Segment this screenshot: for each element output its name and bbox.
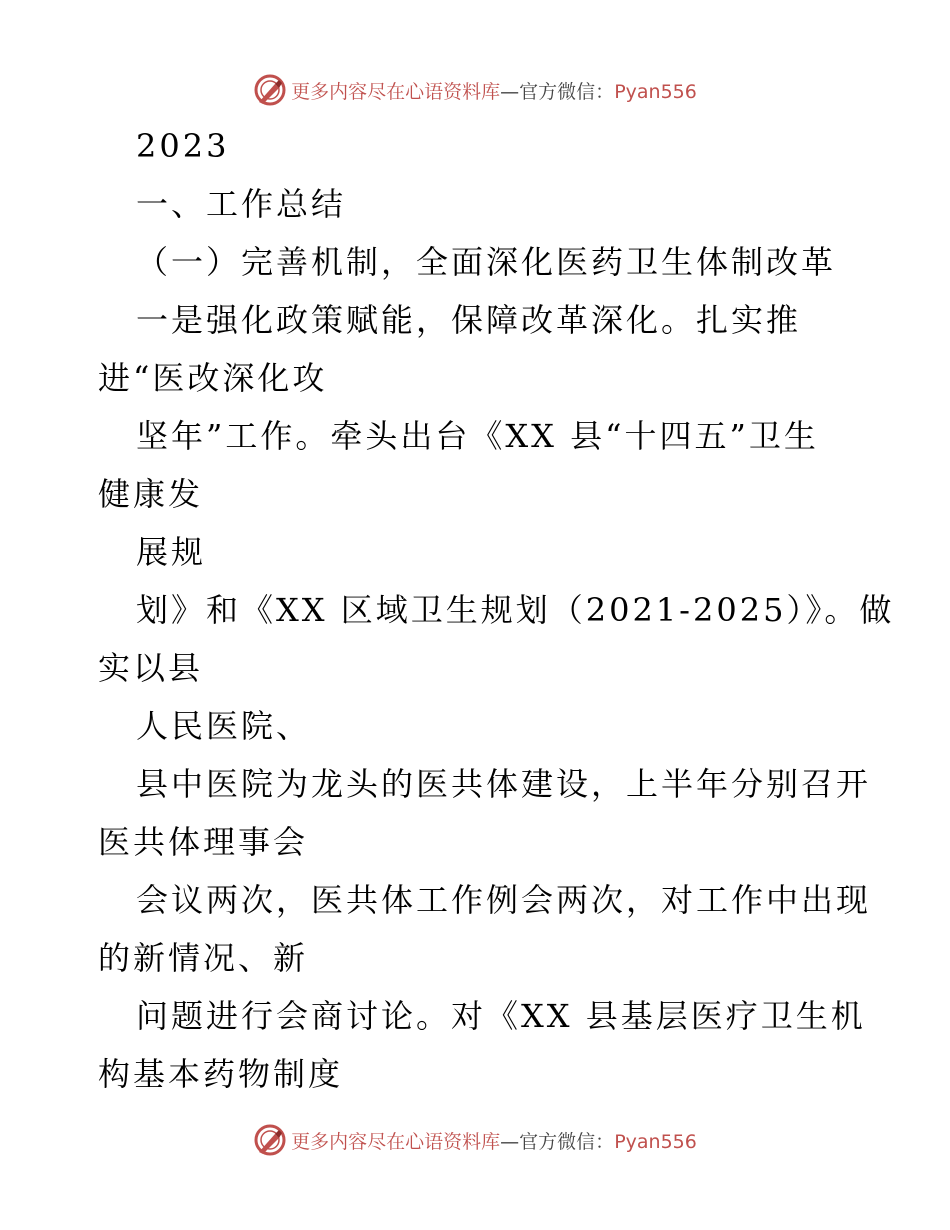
section-heading: 一、工作总结 — [136, 185, 347, 223]
pen-logo-icon — [253, 73, 287, 107]
header-wechat-id: Pyan556 — [614, 80, 697, 103]
body-line: 县中医院为龙头的医共体建设，上半年分别召开 — [136, 765, 872, 803]
body-line: 会议两次，医共体工作例会两次，对工作中出现 — [136, 881, 872, 919]
body-line: 医共体理事会 — [98, 823, 309, 861]
header-site-text: 更多内容尽在心语资料库 — [291, 80, 501, 103]
body-line: 划》和《XX 区域卫生规划（2021-2025）》。做 — [136, 591, 895, 629]
footer-wechat-id: Pyan556 — [614, 1130, 697, 1153]
body-line: 人民医院、 — [136, 707, 312, 745]
footer-wechat-label: 官方微信： — [519, 1130, 615, 1153]
subsection-heading: （一）完善机制，全面深化医药卫生体制改革 — [136, 243, 837, 281]
body-line: 进“医改深化攻 — [98, 359, 328, 397]
footer-banner — [0, 1120, 950, 1160]
header-separator: — — [500, 80, 520, 103]
body-line: 的新情况、新 — [98, 939, 309, 977]
body-line: 实以县 — [98, 649, 204, 687]
body-line: 问题进行会商讨论。对《XX 县基层医疗卫生机 — [136, 997, 866, 1035]
body-line: 一是强化政策赋能，保障改革深化。扎实推 — [136, 301, 802, 339]
body-line: 展规 — [136, 533, 207, 571]
header-banner — [0, 70, 950, 110]
pen-logo-icon — [253, 1123, 287, 1157]
footer-separator: — — [500, 1130, 520, 1153]
header-wechat-label: 官方微信： — [519, 80, 615, 103]
body-line: 构基本药物制度 — [98, 1055, 344, 1093]
footer-site-text: 更多内容尽在心语资料库 — [291, 1130, 501, 1153]
body-line: 健康发 — [98, 475, 204, 513]
body-line: 2023 — [136, 127, 230, 165]
body-line: 坚年”工作。牵头出台《XX 县“十四五”卫生 — [136, 417, 819, 455]
